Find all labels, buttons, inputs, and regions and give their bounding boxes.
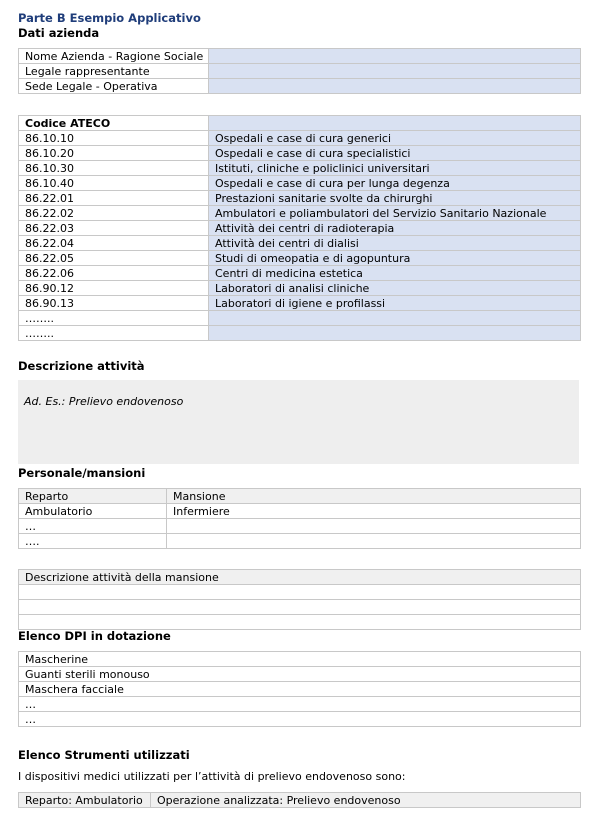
tools-header-row: [19, 793, 581, 808]
task-description-cell[interactable]: [19, 600, 581, 615]
dpi-item[interactable]: Mascherine: [19, 652, 581, 667]
personnel-row: [19, 534, 581, 549]
ateco-code: 86.22.05: [19, 251, 209, 266]
ateco-code: 86.22.01: [19, 191, 209, 206]
ateco-code: 86.90.12: [19, 281, 209, 296]
dpi-item[interactable]: Guanti sterili monouso: [19, 667, 581, 682]
task-row: [19, 585, 581, 600]
task-row: [19, 600, 581, 615]
ateco-header-label: Codice ATECO: [19, 116, 209, 131]
ateco-desc: Laboratori di analisi cliniche: [209, 281, 581, 296]
dpi-row: [19, 667, 581, 682]
dpi-row: [19, 652, 581, 667]
task-description-header: Descrizione attività della mansione: [19, 570, 581, 585]
ateco-code: 86.90.13: [19, 296, 209, 311]
ateco-code: 86.22.04: [19, 236, 209, 251]
ateco-header-row: [19, 116, 581, 131]
ateco-desc: Studi di omeopatia e di agopuntura: [209, 251, 581, 266]
mansione-cell[interactable]: [167, 534, 581, 549]
company-table: [18, 48, 581, 94]
ateco-desc: Centri di medicina estetica: [209, 266, 581, 281]
ateco-row: [19, 161, 581, 176]
company-field-label: Sede Legale - Operativa: [19, 79, 209, 94]
ateco-row: [19, 326, 581, 341]
dpi-item[interactable]: …: [19, 712, 581, 727]
section-tools-title: Elenco Strumenti utilizzati: [18, 748, 190, 762]
ateco-row: [19, 146, 581, 161]
personnel-table: [18, 488, 581, 549]
company-field-value[interactable]: [209, 49, 581, 64]
tools-reparto-cell: Reparto: Ambulatorio: [19, 793, 151, 808]
ateco-row: [19, 176, 581, 191]
section-activity-title: Descrizione attività: [18, 359, 145, 373]
ateco-desc: Prestazioni sanitarie svolte da chirurghi: [209, 191, 581, 206]
personnel-row: [19, 519, 581, 534]
col-reparto-header: Reparto: [19, 489, 167, 504]
section-company-title: Dati azienda: [18, 26, 100, 40]
task-header-row: [19, 570, 581, 585]
tools-operazione-cell: Operazione analizzata: Prelievo endovenoso: [151, 793, 581, 808]
reparto-cell[interactable]: ….: [19, 534, 167, 549]
ateco-row: [19, 131, 581, 146]
task-row: [19, 615, 581, 630]
ateco-desc: Attività dei centri di dialisi: [209, 236, 581, 251]
company-field-value[interactable]: [209, 64, 581, 79]
ateco-row: [19, 281, 581, 296]
section-dpi-title: Elenco DPI in dotazione: [18, 629, 171, 643]
ateco-desc: Attività dei centri di radioterapia: [209, 221, 581, 236]
reparto-cell[interactable]: …: [19, 519, 167, 534]
company-row: [19, 79, 581, 94]
dpi-item[interactable]: Maschera facciale: [19, 682, 581, 697]
ateco-row: [19, 251, 581, 266]
task-description-table: [18, 569, 581, 630]
company-field-value[interactable]: [209, 79, 581, 94]
activity-description-box[interactable]: [18, 380, 579, 464]
ateco-code: 86.10.20: [19, 146, 209, 161]
personnel-row: [19, 504, 581, 519]
tools-intro-text: I dispositivi medici utilizzati per l’attività di prelievo endovenoso sono:: [18, 770, 406, 783]
ateco-desc[interactable]: [209, 326, 581, 341]
ateco-code: 86.22.03: [19, 221, 209, 236]
ateco-code: 86.22.02: [19, 206, 209, 221]
ateco-row: [19, 266, 581, 281]
ateco-code: 86.10.30: [19, 161, 209, 176]
dpi-row: [19, 682, 581, 697]
ateco-desc: Ospedali e case di cura generici: [209, 131, 581, 146]
mansione-cell[interactable]: Infermiere: [167, 504, 581, 519]
ateco-desc[interactable]: [209, 311, 581, 326]
ateco-desc: Istituti, cliniche e policlinici universitari: [209, 161, 581, 176]
company-row: [19, 64, 581, 79]
tools-table: [18, 792, 581, 808]
personnel-header-row: [19, 489, 581, 504]
ateco-desc: Laboratori di igiene e profilassi: [209, 296, 581, 311]
dpi-row: [19, 712, 581, 727]
ateco-desc: Ambulatori e poliambulatori del Servizio Sanitario Nazionale: [209, 206, 581, 221]
part-title: Parte B Esempio Applicativo: [18, 11, 201, 25]
dpi-table: [18, 651, 581, 727]
dpi-row: [19, 697, 581, 712]
ateco-table: [18, 115, 581, 341]
ateco-row: [19, 221, 581, 236]
task-description-cell[interactable]: [19, 615, 581, 630]
task-description-cell[interactable]: [19, 585, 581, 600]
ateco-desc: Ospedali e case di cura specialistici: [209, 146, 581, 161]
company-field-label: Legale rappresentante: [19, 64, 209, 79]
ateco-code: 86.10.10: [19, 131, 209, 146]
col-mansione-header: Mansione: [167, 489, 581, 504]
ateco-code: 86.22.06: [19, 266, 209, 281]
reparto-cell[interactable]: Ambulatorio: [19, 504, 167, 519]
ateco-row: [19, 191, 581, 206]
ateco-row: [19, 296, 581, 311]
ateco-code: ……..: [19, 311, 209, 326]
ateco-header-blank: [209, 116, 581, 131]
mansione-cell[interactable]: [167, 519, 581, 534]
section-personnel-title: Personale/mansioni: [18, 466, 146, 480]
ateco-desc: Ospedali e case di cura per lunga degenza: [209, 176, 581, 191]
company-row: [19, 49, 581, 64]
dpi-item[interactable]: …: [19, 697, 581, 712]
ateco-code: ……..: [19, 326, 209, 341]
activity-example-text: Ad. Es.: Prelievo endovenoso: [24, 395, 184, 408]
ateco-row: [19, 236, 581, 251]
ateco-row: [19, 206, 581, 221]
ateco-code: 86.10.40: [19, 176, 209, 191]
company-field-label: Nome Azienda - Ragione Sociale: [19, 49, 209, 64]
ateco-row: [19, 311, 581, 326]
